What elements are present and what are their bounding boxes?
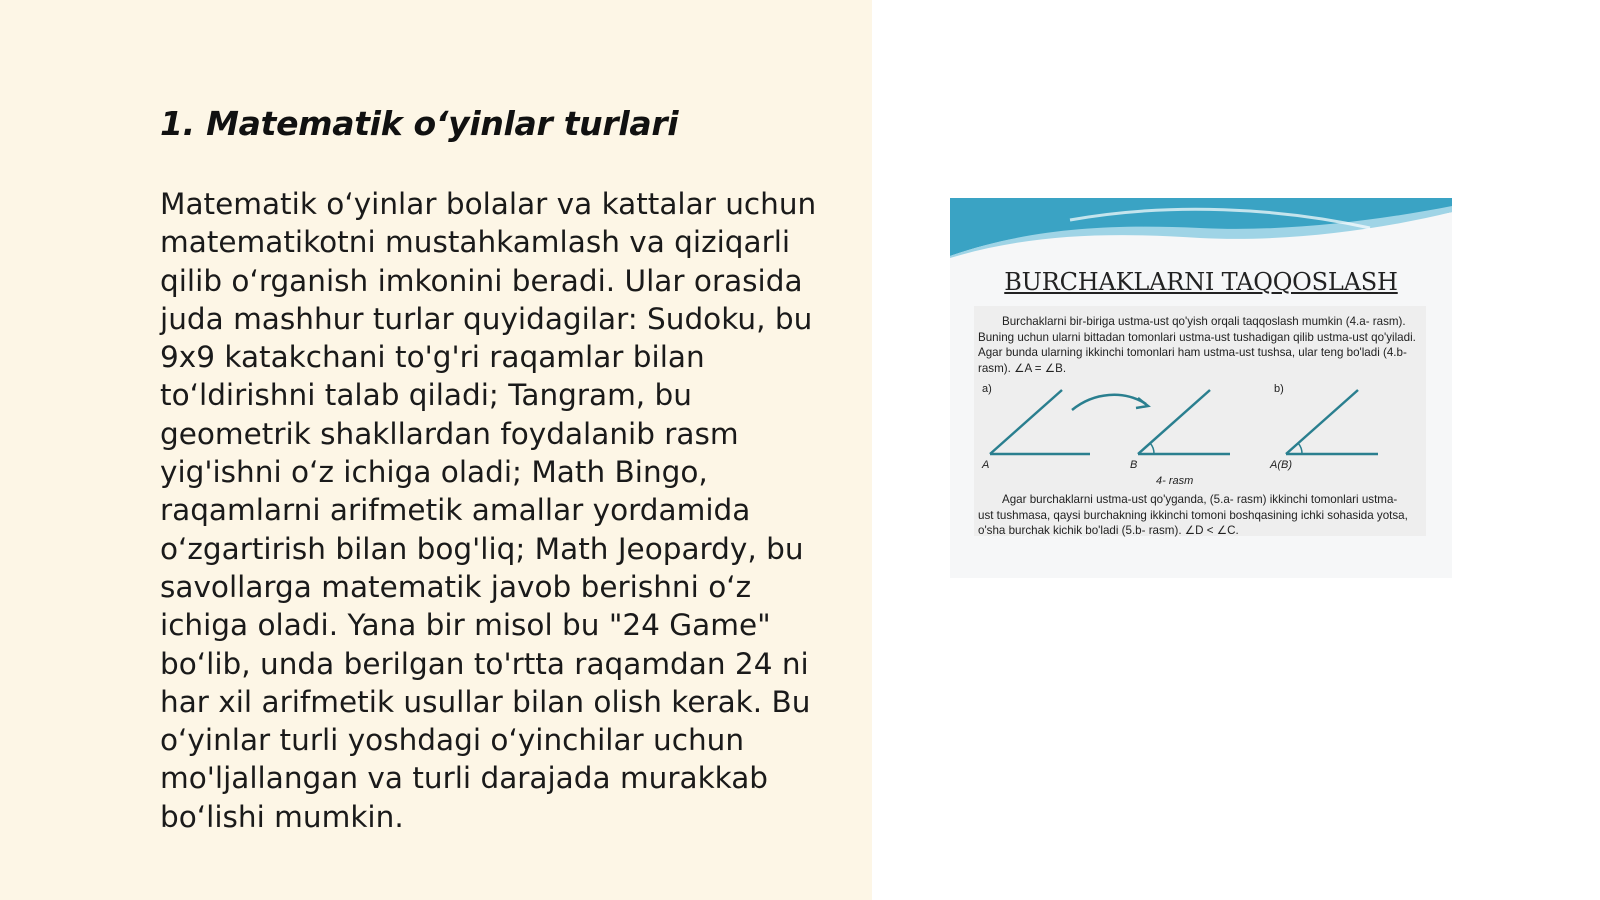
figure-paragraph-2 — [978, 492, 1428, 539]
figure-line: Buning uchun ularni bittadan tomonlari ustma-ust tushadigan qilib ustma-ust qo'yiladi. — [978, 330, 1416, 344]
body-line: juda mashhur turlar quyidagilar: Sudoku, bu — [160, 301, 813, 336]
angle-b-arc — [1150, 443, 1154, 454]
vertex-a: A — [982, 459, 990, 471]
label-b: b) — [1274, 383, 1284, 395]
body-line: savollarga matematik javob berishni o‘z — [160, 569, 752, 604]
angle-a-ray — [990, 390, 1062, 454]
figure-caption: 4- rasm — [1156, 475, 1194, 486]
figure-paragraph-1 — [978, 314, 1428, 376]
body-line: to‘ldirishni talab qiladi; Tangram, bu — [160, 378, 692, 413]
body-line: 9x9 katakchani to'g'ri raqamlar bilan — [160, 340, 705, 375]
move-arrow — [1072, 395, 1146, 410]
vertex-ab: A(B) — [1270, 459, 1292, 471]
angle-ab-arc — [1298, 443, 1302, 454]
body-line: bo‘lib, unda berilgan to'rtta raqamdan 24 ni — [160, 646, 809, 681]
body-line: raqamlarni arifmetik amallar yordamida — [160, 493, 751, 528]
slide-heading: 1. Matematik o‘yinlar turlari — [160, 104, 679, 143]
body-line: matematikotni mustahkamlash va qiziqarli — [160, 225, 791, 260]
body-line: o‘zgartirish bilan bog'liq; Math Jeopardy, bu — [160, 531, 804, 566]
body-line: geometrik shakllardan foydalanib rasm — [160, 416, 739, 451]
body-line: Matematik o‘yinlar bolalar va kattalar uchun — [160, 187, 817, 221]
figure-line: Burchaklarni bir-biriga ustma-ust qo'yish orqali taqqoslash mumkin (4.a- rasm). — [1002, 315, 1406, 328]
wave-banner — [950, 198, 1452, 258]
body-line: o‘yinlar turli yoshdagi o‘yinchilar uchun — [160, 723, 745, 758]
vertex-b: B — [1130, 459, 1138, 471]
figure-line: Agar burchaklarni ustma-ust qo'yganda, (5.a- rasm) ikkinchi tomonlari ustma- — [1002, 493, 1398, 506]
figure-line: o'sha burchak kichik bo'ladi (5.b- rasm). ∠D < ∠C. — [978, 524, 1239, 538]
body-line: ichiga oladi. Yana bir misol bu "24 Game" — [160, 608, 771, 643]
angle-ab-ray — [1286, 390, 1358, 454]
slide-body-text — [160, 185, 840, 836]
figure-line: ust tushmasa, qaysi burchakning ikkinchi tomoni boshqasining ichki sohasida yotsa, — [978, 508, 1408, 522]
label-a: a) — [982, 383, 992, 395]
figure-title: BURCHAKLARNI TAQQOSLASH — [1004, 268, 1398, 296]
figure-line: rasm). ∠A = ∠B. — [978, 361, 1067, 375]
figure-line: Agar bunda ularning ikkinchi tomonlari ham ustma-ust tushsa, ular teng bo'ladi (4.b- — [978, 346, 1407, 360]
textbook-figure — [950, 198, 1452, 578]
angle-b-ray — [1138, 390, 1210, 454]
body-line: yig'ishni o‘z ichiga oladi; Math Bingo, — [160, 455, 708, 490]
angle-diagram — [974, 376, 1426, 486]
body-line: qilib o‘rganish imkonini beradi. Ular orasida — [160, 263, 803, 298]
body-line: mo'ljallangan va turli darajada murakkab — [160, 761, 769, 796]
body-line: bo‘lishi mumkin. — [160, 799, 404, 834]
body-line: har xil arifmetik usullar bilan olish kerak. Bu — [160, 684, 811, 719]
